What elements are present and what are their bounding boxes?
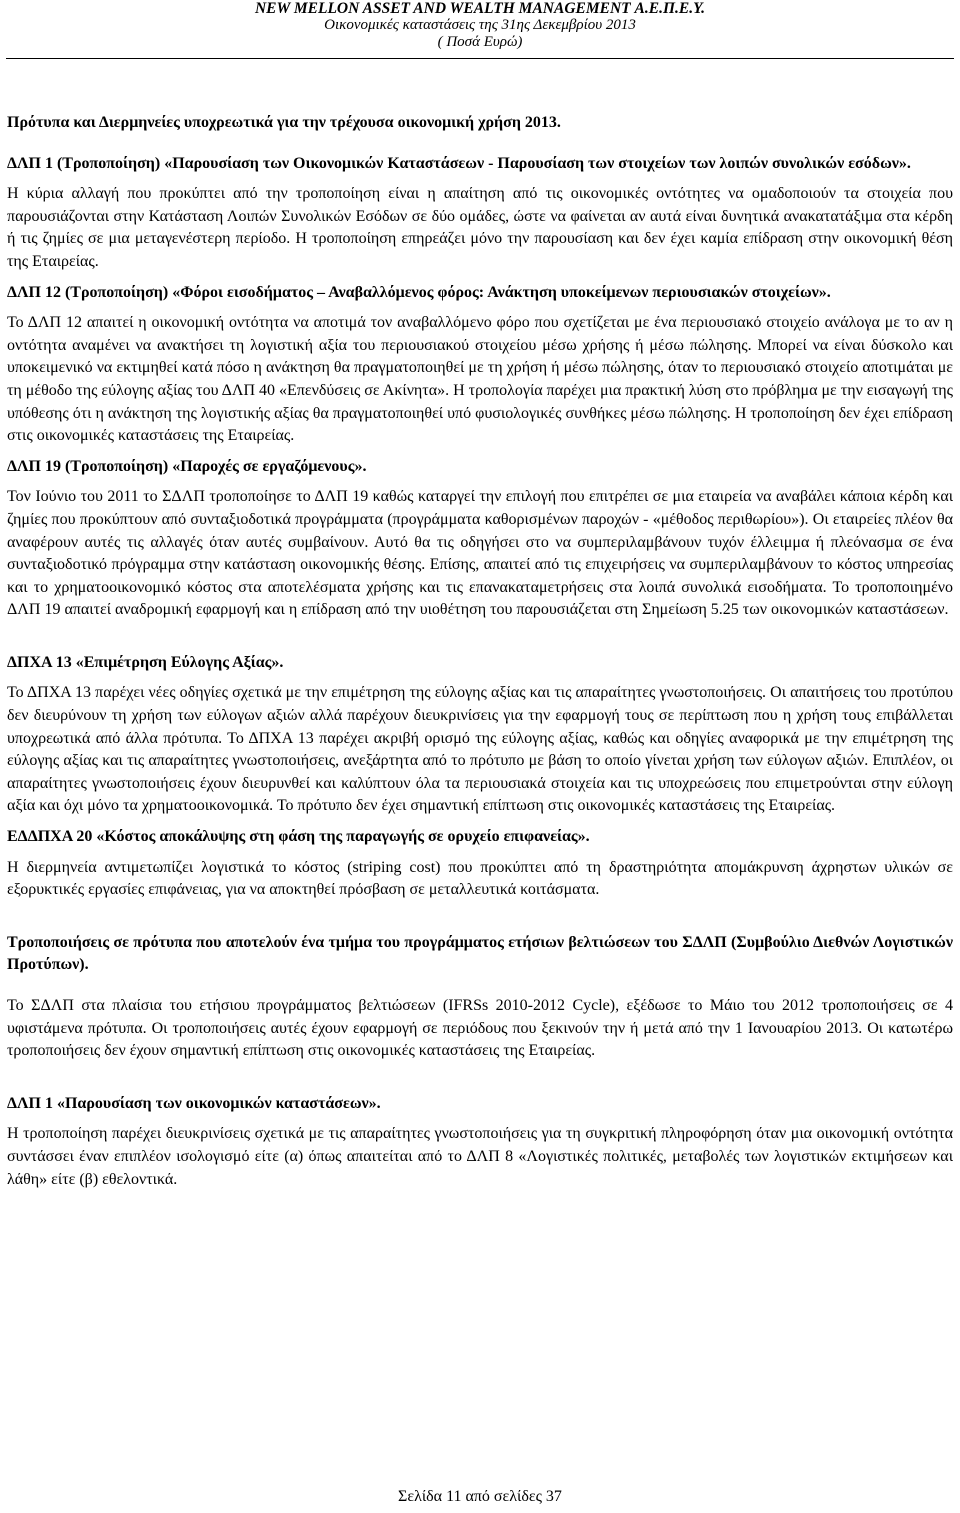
section-heading-ias1-presentation: ΔΛΠ 1 «Παρουσίαση των οικονομικών καταστάσεων». [7,1094,381,1112]
section-heading-ias1: ΔΛΠ 1 (Τροποποίηση) «Παρουσίαση των Οικονομικών Καταστάσεων - Παρουσίαση των στοιχείων των λοιπών συνολικών εσόδων». [7,154,911,172]
statement-subtitle: Οικονομικές καταστάσεις της 31ης Δεκεμβρίου 2013 [324,17,636,33]
section-body-ias1: Η κύρια αλλαγή που προκύπτει από την τροποποίηση είναι η απαίτηση από τις οικονομικές οντότητες να ομαδοποιούν τα στοιχεία που παρουσιάζονται στην Κατάσταση Λοιπών Συνολικών Εσόδων σε δύο ομάδες, ώστε να φαίνεται αν αυτά είναι δυνητικά ανακατατάξιμα στα κέρδη ή τις ζημίες σε μια μεταγενέστερη περίοδο. Η τροποποίηση επηρεάζει μόνο την παρουσίαση και δεν έχει καμία επίδραση στην οικονομική θέση της Εταιρείας. [7,185,953,270]
section-heading-ias19: ΔΛΠ 19 (Τροποποίηση) «Παροχές σε εργαζόμενους». [7,457,367,475]
header-divider [6,58,954,59]
section-body-ias1-presentation: Η τροποποίηση παρέχει διευκρινίσεις σχετικά με τις απαραίτητες γνωστοποιήσεις για τη συγκριτική πληροφόρηση όταν μια οικονομική οντότητα συντάσσει έναν επιπλέον ισολογισμό είτε (α) όπως απαιτείται από το ΔΛΠ 8 «Λογιστικές πολιτικές, μεταβολές των λογιστικών εκτιμήσεων και λάθη» είτε (β) εθελοντικά. [7,1125,953,1188]
section-heading-ifrs13: ΔΠΧΑ 13 «Επιμέτρηση Εύλογης Αξίας». [7,653,284,671]
section-body-ias12: Το ΔΛΠ 12 απαιτεί η οικονομική οντότητα να αποτιμά τον αναβαλλόμενο φόρο που σχετίζεται με ένα περιουσιακό στοιχείο ανάλογα με το αν η οντότητα αναμένει να ανακτήσει τη λογιστική αξία του περιουσιακού στοιχείου μέσω χρήσης ή μέσω πώλησης. Μπορεί να είναι δύσκολο και υποκειμενικό να εκτιμηθεί κατά πόσο η ανάκτηση θα πραγματοποιηθεί με τη χρήση ή μέσω πώλησης, όταν το περιουσιακό στοιχείο αποτιμάται με τη μέθοδο της εύλογης αξίας του ΔΛΠ 40 «Επενδύσεις σε Ακίνητα». Η τροπολογία παρέχει μια πρακτική λύση στο πρόβλημα με την εισαγωγή της υπόθεσης ότι η ανάκτηση της λογιστικής αξίας θα πραγματοποιηθεί υπό φυσιολογικές συνθήκες μέσω πώλησης. Η τροποποίηση δεν έχει επίδραση στις οικονομικές καταστάσεις της Εταιρείας. [7,314,954,445]
section-body-ias19: Τον Ιούνιο του 2011 το ΣΔΛΠ τροποποίησε το ΔΛΠ 19 καθώς καταργεί την επιλογή που επιτρέπει σε μια εταιρεία να αναβάλει κάποια κέρδη και ζημίες που προκύπτουν από συνταξιοδοτικά προγράμματα (προγράμματα καθορισμένων παροχών - «μέθοδος περιθωρίου»). Οι εταιρείες πλέον θα αναφέρουν αυτές τις αλλαγές όταν αυτές συμβαίνουν. Αυτό θα τις οδηγήσει στο να συμπεριλαμβάνουν τυχόν έλλειμμα ή πλεόνασμα σε ένα συνταξιοδοτικό πρόγραμμα στην κατάσταση οικονομικής θέσης. Επίσης, απαιτεί από τις επιχειρήσεις να συμπεριλαμβάνουν το κόστος υπηρεσίας και το χρηματοοικονομικό κόστος στα αποτελέσματα χρήσης και τις επανακαταμετρήσεις στα λοιπά συνολικά εισοδήματα. Το τροποποιημένο ΔΛΠ 19 απαιτεί αναδρομική εφαρμογή και η επίδραση από την υιοθέτηση του παρουσιάζεται στη Σημείωση 5.25 των οικονομικών καταστάσεων. [7,488,953,619]
section-heading-ias12: ΔΛΠ 12 (Τροποποίηση) «Φόροι εισοδήματος – Αναβαλλόμενος φόρος: Ανάκτηση υποκείμενων περιουσιακών στοιχείων». [7,283,831,301]
currency-note: ( Ποσά Ευρώ) [437,34,523,50]
document-body [7,112,953,1191]
section-heading-ifric20: ΕΔΔΠΧΑ 20 «Κόστος αποκάλυψης στη φάση της παραγωγής σε ορυχείο επιφανείας». [7,828,590,846]
section-body-ifrs13: Το ΔΠΧΑ 13 παρέχει νέες οδηγίες σχετικά με την επιμέτρηση της εύλογης αξίας και τις απαραίτητες γνωστοποιήσεις. Οι απαιτήσεις του προτύπου δεν διευρύνουν τη χρήση των εύλογων αξιών αλλά παρέχουν διευκρινίσεις για την εφαρμογή τους σε περίπτωση που η χρήση τους επιβάλλεται υποχρεωτικά από άλλα πρότυπα. Το ΔΠΧΑ 13 παρέχει ακριβή ορισμό της εύλογης αξίας, καθώς και οδηγίες αναφορικά με την επιμέτρηση της εύλογης αξίας και τις απαραίτητες γνωστοποιήσεις, ανεξάρτητα από το πρότυπο με βάση το οποίο γίνεται χρήση των εύλογων αξιών. Επιπλέον, οι απαραίτητες γνωστοποιήσεις έχουν διευρυνθεί και καλύπτουν όλα τα περιουσιακά στοιχεία και τις υποχρεώσεις που επιμετρούνται στην εύλογη αξία και όχι μόνο τα χρηματοοικονομικά. Το πρότυπο δεν έχει σημαντική επίπτωση στις οικονομικές καταστάσεις της Εταιρείας. [7,684,953,815]
section-body-ifric20: Η διερμηνεία αντιμετωπίζει λογιστικά το κόστος (striping cost) που προκύπτει από τη δραστηριότητα απομάκρυνση άχρηστων υλικών σε εξορυκτικές εργασίες επιφάνειας, για να αποκτηθεί πρόσβαση σε μεταλλευτικά κοιτάσματα. [7,858,953,899]
page-header [0,0,960,51]
section-heading-annual-improvements: Τροποποιήσεις σε πρότυπα που αποτελούν ένα τμήμα του προγράμματος ετήσιων βελτιώσεων του ΣΔΛΠ (Συμβούλιο Διεθνών Λογιστικών Προτύπων). [7,933,953,974]
section-body-annual-improvements: Το ΣΔΛΠ στα πλαίσια του ετήσιου προγράμματος βελτιώσεων (IFRSs 2010-2012 Cycle), εξέδωσε το Μάιο του 2012 τροποποιήσεις σε 4 υφιστάμενα πρότυπα. Οι τροποποιήσεις αυτές έχουν εφαρμογή σε περιόδους που ξεκινούν την ή μετά από την 1 Ιανουαρίου 2013. Οι κατωτέρω τροποποιήσεις δεν έχουν σημαντική επίπτωση στις οικονομικές καταστάσεις της Εταιρείας. [7,997,953,1060]
company-name: NEW MELLON ASSET AND WEALTH MANAGEMENT Α.Ε.Π.Ε.Υ. [254,0,706,17]
page-number: Σελίδα 11 από σελίδες 37 [398,1488,562,1505]
section-heading-standards: Πρότυπα και Διερμηνείες υποχρεωτικά για την τρέχουσα οικονομική χρήση 2013. [7,114,561,131]
